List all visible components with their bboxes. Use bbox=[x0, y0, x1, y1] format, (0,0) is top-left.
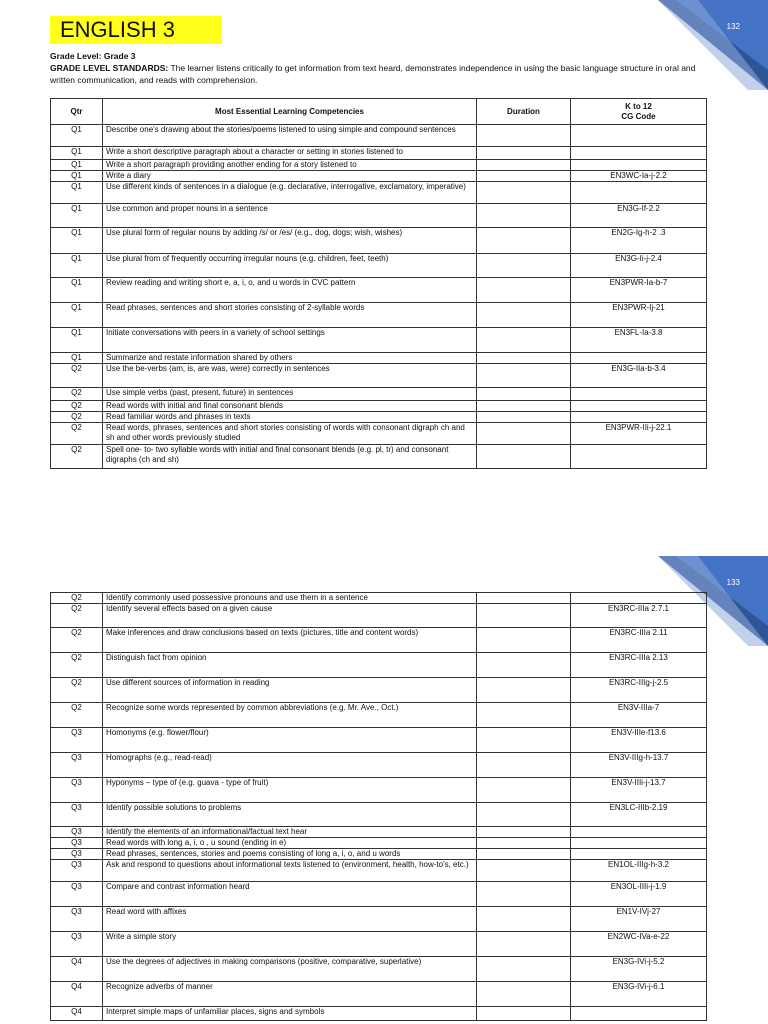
duration-cell bbox=[477, 254, 571, 278]
cg-code-cell: EN3V-IIIi-j-13.7 bbox=[571, 778, 707, 803]
table-row bbox=[51, 412, 707, 423]
qtr-cell: Q3 bbox=[51, 803, 103, 827]
competency-cell: Recognize some words represented by common abbreviations (e.g. Mr. Ave., Oct.) bbox=[103, 703, 477, 728]
competency-cell: Homographs (e.g., read-read) bbox=[103, 753, 477, 778]
qtr-cell: Q1 bbox=[51, 278, 103, 303]
duration-cell bbox=[477, 849, 571, 860]
competency-cell: Initiate conversations with peers in a variety of school settings bbox=[103, 328, 477, 353]
table-row bbox=[51, 653, 707, 678]
table-row bbox=[51, 401, 707, 412]
qtr-cell: Q4 bbox=[51, 982, 103, 1007]
duration-cell bbox=[477, 160, 571, 171]
standards-text: The learner listens critically to get information from text heard, demonstrates independence in using the basic language structure in oral and written communication, and reads with comprehension. bbox=[50, 63, 696, 85]
qtr-cell: Q2 bbox=[51, 593, 103, 604]
grade-level-value: Grade 3 bbox=[103, 51, 136, 61]
cg-code-cell: EN1V-IVj-27 bbox=[571, 907, 707, 932]
cg-code-cell: EN3V-IIIe-f13.6 bbox=[571, 728, 707, 753]
cg-code-cell: EN3FL-Ia-3.8 bbox=[571, 328, 707, 353]
table-row bbox=[51, 171, 707, 182]
qtr-cell: Q4 bbox=[51, 1007, 103, 1021]
cg-code-cell: EN3RC-IIIa 2.13 bbox=[571, 653, 707, 678]
competency-cell: Use common and proper nouns in a sentence bbox=[103, 204, 477, 228]
duration-cell bbox=[477, 147, 571, 160]
competency-cell: Use the be-verbs (am, is, are was, were) correctly in sentences bbox=[103, 364, 477, 388]
cg-code-cell bbox=[571, 412, 707, 423]
competency-cell: Identify the elements of an informational/factual text hear bbox=[103, 827, 477, 838]
duration-cell bbox=[477, 907, 571, 932]
duration-cell bbox=[477, 228, 571, 254]
qtr-cell: Q1 bbox=[51, 182, 103, 204]
table-row bbox=[51, 957, 707, 982]
duration-cell bbox=[477, 412, 571, 423]
competency-cell: Read words with long a, i, o , u sound (ending in e) bbox=[103, 838, 477, 849]
duration-cell bbox=[477, 364, 571, 388]
duration-cell bbox=[477, 778, 571, 803]
cg-code-cell bbox=[571, 849, 707, 860]
competency-cell: Read familiar words and phrases in texts bbox=[103, 412, 477, 423]
competency-cell: Read words, phrases, sentences and short stories consisting of words with consonant digraph ch and sh and other words previously studied bbox=[103, 423, 477, 445]
cg-code-cell: EN3G-IVi-j-5.2 bbox=[571, 957, 707, 982]
cg-code-cell: EN3V-IIIa-7 bbox=[571, 703, 707, 728]
header-qtr: Qtr bbox=[51, 99, 103, 125]
table-row bbox=[51, 388, 707, 401]
duration-cell bbox=[477, 957, 571, 982]
table-row bbox=[51, 907, 707, 932]
header-cg-code-line2: CG Code bbox=[621, 111, 656, 121]
cg-code-cell: EN3PWR-Ia-b-7 bbox=[571, 278, 707, 303]
qtr-cell: Q2 bbox=[51, 604, 103, 628]
table-row bbox=[51, 182, 707, 204]
duration-cell bbox=[477, 728, 571, 753]
table-row bbox=[51, 353, 707, 364]
duration-cell bbox=[477, 593, 571, 604]
cg-code-cell bbox=[571, 353, 707, 364]
qtr-cell: Q2 bbox=[51, 401, 103, 412]
qtr-cell: Q1 bbox=[51, 254, 103, 278]
cg-code-cell: EN3RC-IIIa 2.7.1 bbox=[571, 604, 707, 628]
header-cg-code-line1: K to 12 bbox=[625, 102, 652, 111]
table-row bbox=[51, 228, 707, 254]
duration-cell bbox=[477, 838, 571, 849]
competency-cell: Write a short descriptive paragraph about a character or setting in stories listened to bbox=[103, 147, 477, 160]
table-row bbox=[51, 593, 707, 604]
table-row bbox=[51, 364, 707, 388]
competency-cell: Read words with initial and final consonant blends bbox=[103, 401, 477, 412]
duration-cell bbox=[477, 982, 571, 1007]
duration-cell bbox=[477, 182, 571, 204]
table-row bbox=[51, 932, 707, 957]
cg-code-cell: EN3LC-IIIb-2.19 bbox=[571, 803, 707, 827]
table-row bbox=[51, 703, 707, 728]
cg-code-cell bbox=[571, 160, 707, 171]
competency-cell: Read phrases, sentences, stories and poems consisting of long a, i, o, and u words bbox=[103, 849, 477, 860]
competency-cell: Review reading and writing short e, a, i, o, and u words in CVC pattern bbox=[103, 278, 477, 303]
competencies-table-page-132 bbox=[50, 98, 707, 469]
competency-cell: Use different sources of information in reading bbox=[103, 678, 477, 703]
cg-code-cell bbox=[571, 388, 707, 401]
cg-code-cell bbox=[571, 593, 707, 604]
duration-cell bbox=[477, 125, 571, 147]
table-row bbox=[51, 147, 707, 160]
table-row bbox=[51, 860, 707, 882]
qtr-cell: Q2 bbox=[51, 653, 103, 678]
table-row bbox=[51, 778, 707, 803]
cg-code-cell: EN3PWR-IIi-j-22.1 bbox=[571, 423, 707, 445]
competency-cell: Homonyms (e.g. flower/flour) bbox=[103, 728, 477, 753]
table-row bbox=[51, 160, 707, 171]
competency-cell: Use the degrees of adjectives in making comparisons (positive, comparative, superlative) bbox=[103, 957, 477, 982]
duration-cell bbox=[477, 445, 571, 469]
cg-code-cell bbox=[571, 125, 707, 147]
duration-cell bbox=[477, 423, 571, 445]
competency-cell: Hyponyms – type of (e.g. guava - type of fruit) bbox=[103, 778, 477, 803]
cg-code-cell bbox=[571, 827, 707, 838]
grade-level-label: Grade Level: bbox=[50, 51, 102, 61]
cg-code-cell: EN3G-Ii-j-2.4 bbox=[571, 254, 707, 278]
qtr-cell: Q3 bbox=[51, 882, 103, 907]
duration-cell bbox=[477, 827, 571, 838]
competency-cell: Read phrases, sentences and short stories consisting of 2-syllable words bbox=[103, 303, 477, 328]
table-row bbox=[51, 982, 707, 1007]
competencies-table-page-133 bbox=[50, 592, 707, 1021]
cg-code-cell: EN3V-IIIg-h-13.7 bbox=[571, 753, 707, 778]
duration-cell bbox=[477, 353, 571, 364]
qtr-cell: Q2 bbox=[51, 412, 103, 423]
competency-cell: Use plural from of frequently occurring irregular nouns (e.g. children, feet, teeth) bbox=[103, 254, 477, 278]
qtr-cell: Q1 bbox=[51, 204, 103, 228]
qtr-cell: Q1 bbox=[51, 228, 103, 254]
cg-code-cell: EN3PWR-Ij-21 bbox=[571, 303, 707, 328]
table-row bbox=[51, 827, 707, 838]
duration-cell bbox=[477, 803, 571, 827]
competency-cell: Write a short paragraph providing another ending for a story listened to bbox=[103, 160, 477, 171]
duration-cell bbox=[477, 328, 571, 353]
table-header-row bbox=[51, 99, 707, 125]
qtr-cell: Q2 bbox=[51, 628, 103, 653]
competency-cell: Interpret simple maps of unfamiliar places, signs and symbols bbox=[103, 1007, 477, 1021]
competency-cell: Make inferences and draw conclusions based on texts (pictures, title and content words) bbox=[103, 628, 477, 653]
cg-code-cell: EN3RC-IIIg-j-2.5 bbox=[571, 678, 707, 703]
qtr-cell: Q1 bbox=[51, 147, 103, 160]
table-row bbox=[51, 125, 707, 147]
standards-label: GRADE LEVEL STANDARDS: bbox=[50, 63, 169, 73]
qtr-cell: Q3 bbox=[51, 932, 103, 957]
duration-cell bbox=[477, 401, 571, 412]
qtr-cell: Q3 bbox=[51, 860, 103, 882]
table-row bbox=[51, 328, 707, 353]
competency-cell: Use plural form of regular nouns by adding /s/ or /es/ (e.g., dog, dogs; wish, wishes) bbox=[103, 228, 477, 254]
grade-level-standards bbox=[50, 62, 710, 86]
qtr-cell: Q2 bbox=[51, 445, 103, 469]
competency-cell: Distinguish fact from opinion bbox=[103, 653, 477, 678]
duration-cell bbox=[477, 204, 571, 228]
competency-cell: Describe one's drawing about the stories/poems listened to using simple and compound sentences bbox=[103, 125, 477, 147]
table-row bbox=[51, 1007, 707, 1021]
duration-cell bbox=[477, 628, 571, 653]
duration-cell bbox=[477, 1007, 571, 1021]
duration-cell bbox=[477, 753, 571, 778]
qtr-cell: Q1 bbox=[51, 125, 103, 147]
document-title: ENGLISH 3 bbox=[50, 16, 222, 44]
duration-cell bbox=[477, 703, 571, 728]
table-row bbox=[51, 278, 707, 303]
cg-code-cell: EN3RC-IIIa 2.11 bbox=[571, 628, 707, 653]
cg-code-cell: EN2G-Ig-h-2 .3 bbox=[571, 228, 707, 254]
competency-cell: Write a simple story bbox=[103, 932, 477, 957]
grade-level bbox=[50, 51, 136, 61]
cg-code-cell: EN3G-If-2.2 bbox=[571, 204, 707, 228]
qtr-cell: Q3 bbox=[51, 907, 103, 932]
duration-cell bbox=[477, 388, 571, 401]
page-133 bbox=[0, 556, 768, 1024]
competency-cell: Identify several effects based on a given cause bbox=[103, 604, 477, 628]
competency-cell: Identify commonly used possessive pronouns and use them in a sentence bbox=[103, 593, 477, 604]
competency-cell: Read word with affixes bbox=[103, 907, 477, 932]
cg-code-cell bbox=[571, 147, 707, 160]
cg-code-cell: EN1OL-IIIg-h-3.2 bbox=[571, 860, 707, 882]
table-row bbox=[51, 849, 707, 860]
qtr-cell: Q2 bbox=[51, 388, 103, 401]
competency-cell: Ask and respond to questions about informational texts listened to (environment, health, how-to's, etc.) bbox=[103, 860, 477, 882]
qtr-cell: Q3 bbox=[51, 778, 103, 803]
qtr-cell: Q4 bbox=[51, 957, 103, 982]
table-row bbox=[51, 604, 707, 628]
competency-cell: Write a diary bbox=[103, 171, 477, 182]
competency-cell: Recognize adverbs of manner bbox=[103, 982, 477, 1007]
duration-cell bbox=[477, 171, 571, 182]
cg-code-cell bbox=[571, 1007, 707, 1021]
competency-cell: Use different kinds of sentences in a dialogue (e.g. declarative, interrogative, exclamatory, imperative) bbox=[103, 182, 477, 204]
table-row bbox=[51, 678, 707, 703]
duration-cell bbox=[477, 604, 571, 628]
competency-cell: Identify possible solutions to problems bbox=[103, 803, 477, 827]
header-duration: Duration bbox=[477, 99, 571, 125]
qtr-cell: Q3 bbox=[51, 827, 103, 838]
table-row bbox=[51, 753, 707, 778]
cg-code-cell: EN2WC-IVa-e-22 bbox=[571, 932, 707, 957]
table-row bbox=[51, 728, 707, 753]
table-row bbox=[51, 628, 707, 653]
cg-code-cell: EN3OL-IIIi-j-1.9 bbox=[571, 882, 707, 907]
qtr-cell: Q1 bbox=[51, 171, 103, 182]
duration-cell bbox=[477, 882, 571, 907]
table-row bbox=[51, 303, 707, 328]
cg-code-cell: EN3G-IIa-b-3.4 bbox=[571, 364, 707, 388]
table-row bbox=[51, 204, 707, 228]
page-number: 132 bbox=[726, 22, 740, 31]
qtr-cell: Q3 bbox=[51, 838, 103, 849]
table-row bbox=[51, 445, 707, 469]
qtr-cell: Q1 bbox=[51, 160, 103, 171]
competency-cell: Summarize and restate information shared by others bbox=[103, 353, 477, 364]
table-row bbox=[51, 803, 707, 827]
cg-code-cell: EN3WC-Ia-j-2.2 bbox=[571, 171, 707, 182]
cg-code-cell bbox=[571, 445, 707, 469]
duration-cell bbox=[477, 678, 571, 703]
competency-cell: Compare and contrast information heard bbox=[103, 882, 477, 907]
competency-cell: Use simple verbs (past, present, future) in sentences bbox=[103, 388, 477, 401]
table-row bbox=[51, 423, 707, 445]
qtr-cell: Q1 bbox=[51, 328, 103, 353]
qtr-cell: Q1 bbox=[51, 303, 103, 328]
qtr-cell: Q2 bbox=[51, 423, 103, 445]
qtr-cell: Q2 bbox=[51, 364, 103, 388]
header-competency: Most Essential Learning Competencies bbox=[103, 99, 477, 125]
table-row bbox=[51, 838, 707, 849]
qtr-cell: Q2 bbox=[51, 703, 103, 728]
cg-code-cell bbox=[571, 401, 707, 412]
qtr-cell: Q3 bbox=[51, 849, 103, 860]
table-row bbox=[51, 882, 707, 907]
duration-cell bbox=[477, 860, 571, 882]
duration-cell bbox=[477, 932, 571, 957]
page-number: 133 bbox=[726, 578, 740, 587]
header-cg-code bbox=[571, 99, 707, 125]
duration-cell bbox=[477, 278, 571, 303]
qtr-cell: Q2 bbox=[51, 678, 103, 703]
qtr-cell: Q1 bbox=[51, 353, 103, 364]
duration-cell bbox=[477, 653, 571, 678]
qtr-cell: Q3 bbox=[51, 728, 103, 753]
cg-code-cell bbox=[571, 838, 707, 849]
duration-cell bbox=[477, 303, 571, 328]
qtr-cell: Q3 bbox=[51, 753, 103, 778]
cg-code-cell: EN3G-IVi-j-6.1 bbox=[571, 982, 707, 1007]
cg-code-cell bbox=[571, 182, 707, 204]
table-row bbox=[51, 254, 707, 278]
competency-cell: Spell one- to- two syllable words with initial and final consonant blends (e.g. pl, tr) and consonant digraphs (ch and sh) bbox=[103, 445, 477, 469]
